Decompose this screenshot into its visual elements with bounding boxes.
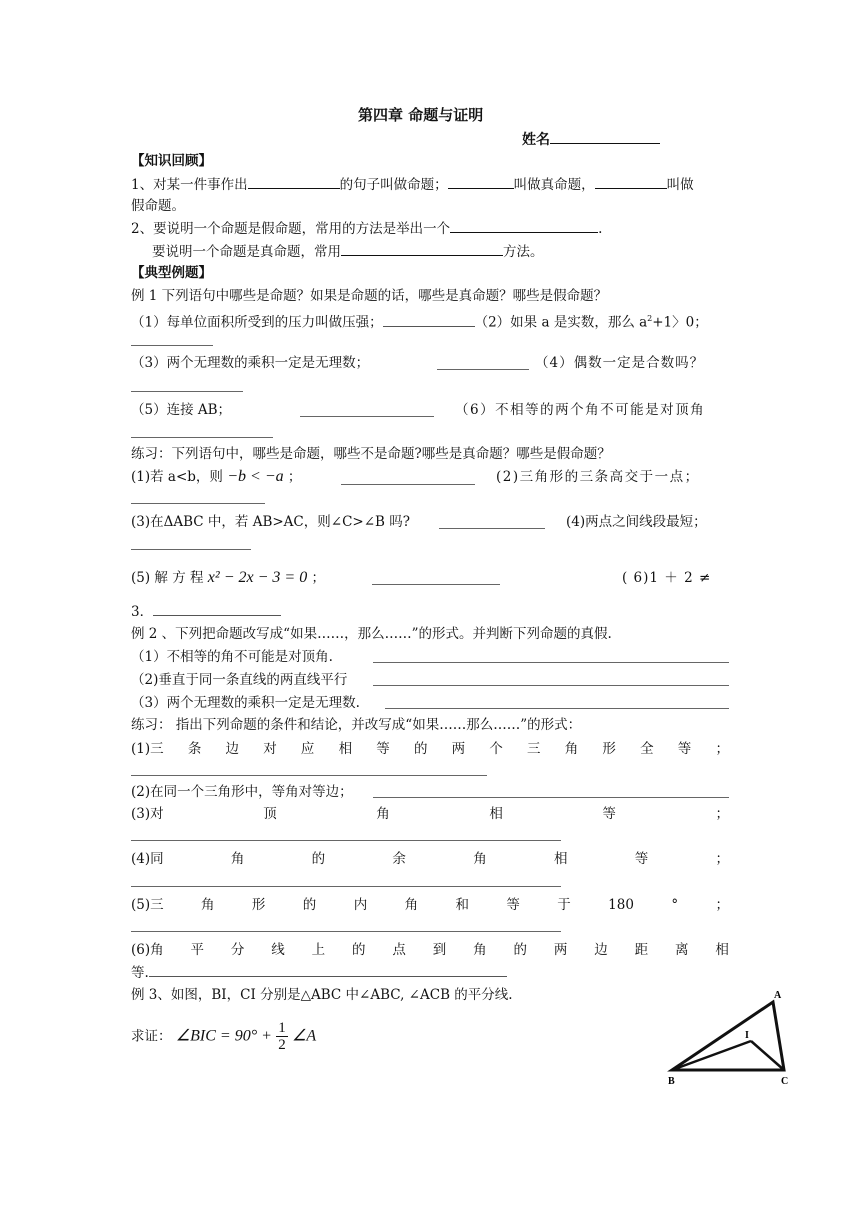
spaced-char: 等	[602, 806, 616, 822]
spaced-char: 和	[455, 897, 469, 913]
practice-1-prompt: 练习：下列语句中，哪些是命题，哪些不是命题?哪些是真命题？哪些是假命题？	[131, 446, 611, 462]
p2-blank-1[interactable]	[131, 775, 487, 776]
p2-item-2: (2)在同一个三角形中，等角对等边；	[131, 784, 353, 800]
p2-blank-5[interactable]	[131, 931, 561, 932]
spaced-char: (4)同	[131, 851, 164, 867]
p1-item-5-text: (5) 解 方 程	[131, 570, 204, 586]
p1-item-5-end: ；	[311, 570, 325, 586]
example-2-prompt: 例 2 、下列把命题改写成“如果……，那么……”的形式。并判断下列命题的真假.	[131, 626, 612, 642]
review-q1-line	[131, 175, 694, 194]
e2-blank-2[interactable]	[373, 685, 729, 686]
spaced-char: 上	[311, 942, 326, 958]
spaced-char: 等	[677, 741, 692, 757]
p2-blank-2[interactable]	[373, 797, 729, 798]
spaced-char: 应	[300, 741, 315, 757]
e1-item-4: （4）偶数一定是合数吗？	[535, 355, 705, 371]
p1-item-6-end: 3．	[131, 604, 154, 620]
q2-text-a: 2、要说明一个命题是假命题，常用的方法是举出一个	[131, 221, 451, 237]
p1-item-1	[131, 468, 301, 486]
triangle-abc	[672, 1002, 784, 1070]
p2-item-6	[131, 941, 729, 959]
p1-item-6-cont	[131, 602, 281, 621]
p1-item-5	[131, 569, 325, 587]
spaced-char: ；	[715, 851, 729, 867]
spaced-char: 角	[404, 897, 419, 913]
p1-item-6: ( 6)1 ＋ 2 ≠	[622, 570, 712, 586]
spaced-char: 余	[392, 851, 406, 867]
e2-item-2: （2)垂直于同一条直线的两直线平行	[131, 672, 348, 688]
label-c: C	[781, 1076, 789, 1087]
proof-fraction	[276, 1020, 288, 1053]
p1-blank-4[interactable]	[131, 549, 251, 550]
spaced-char: 形	[602, 741, 616, 757]
label-b: B	[668, 1076, 675, 1087]
name-field-row	[522, 130, 660, 149]
name-label: 姓名	[522, 132, 550, 148]
proof-statement	[131, 1020, 316, 1056]
e1-item-2-end: +1〉0；	[652, 314, 708, 331]
q1-blank-3[interactable]	[595, 175, 667, 189]
p1-blank-3[interactable]	[439, 528, 545, 529]
spaced-char: 相	[489, 806, 503, 822]
label-a: A	[774, 990, 782, 1001]
name-blank[interactable]	[550, 130, 660, 144]
proof-formula-b: ∠A	[292, 1027, 317, 1045]
spaced-char: (1)三	[131, 741, 164, 757]
spaced-char: ；	[715, 897, 729, 913]
p2-blank-4[interactable]	[131, 886, 561, 887]
spaced-char: 边	[225, 741, 239, 757]
section-review-heading: 【知识回顾】	[131, 153, 212, 169]
p1-blank-2[interactable]	[131, 503, 265, 504]
spaced-char: 分	[230, 942, 245, 958]
example-3-prompt: 例 3、如图，BI，CI 分别是△ABC 中∠ABC, ∠ACB 的平分线.	[131, 987, 513, 1003]
e2-item-3: （3）两个无理数的乘积一定是无理数.	[131, 695, 360, 711]
spaced-char: 等	[634, 851, 649, 867]
proof-formula-a: ∠BIC = 90° +	[175, 1027, 272, 1045]
e1-item-5: （5）连接 AB；	[131, 402, 232, 418]
label-i: I	[745, 1030, 749, 1041]
spaced-char: 相	[553, 851, 568, 867]
spaced-char: 全	[640, 741, 654, 757]
e1-blank-4[interactable]	[131, 391, 243, 392]
example-1-prompt: 例 1 下列语句中哪些是命题？如果是命题的话，哪些是真命题？哪些是假命题？	[131, 288, 608, 304]
p2-item-4	[131, 850, 729, 868]
spaced-char: 的	[311, 851, 326, 867]
p1-blank-6[interactable]	[153, 602, 281, 616]
p2-item-3	[131, 805, 729, 823]
spaced-char: 条	[187, 741, 202, 757]
review-q1-cont: 假命题。	[131, 198, 185, 214]
fraction-denominator: 2	[278, 1037, 286, 1053]
spaced-char: 角	[473, 942, 487, 958]
q1-blank-2[interactable]	[448, 175, 514, 189]
e1-blank-3[interactable]	[437, 369, 529, 370]
p1-item-5-math: x² − 2x − 3 = 0	[207, 569, 308, 586]
spaced-char: 线	[271, 942, 285, 958]
p1-item-1-math: −b < −a	[227, 468, 284, 485]
q3-blank[interactable]	[341, 242, 503, 256]
spaced-char: 到	[432, 942, 447, 958]
q1-blank-1[interactable]	[248, 175, 340, 189]
spaced-char: (3)对	[131, 806, 164, 822]
e1-item-1: （1）每单位面积所受到的压力叫做压强；	[131, 314, 383, 331]
spaced-char: 的	[352, 942, 366, 958]
e2-item-1: （1）不相等的角不可能是对顶角.	[131, 649, 333, 665]
spaced-char: 形	[251, 897, 266, 913]
spaced-char: 点	[392, 942, 406, 958]
q1-text-c: 叫做真命题，	[513, 177, 595, 193]
p2-item-1	[131, 740, 729, 758]
p1-blank-5[interactable]	[372, 584, 500, 585]
p1-item-3: (3)在ΔABC 中，若 AB>AC，则∠C>∠B 吗?	[131, 514, 410, 530]
spaced-char: ；	[715, 806, 729, 822]
spaced-char: 个	[489, 741, 503, 757]
e2-blank-3[interactable]	[385, 708, 729, 709]
review-q2-line	[131, 219, 602, 238]
e1-blank-1[interactable]	[383, 313, 475, 327]
e1-blank-6[interactable]	[131, 437, 273, 438]
p1-item-4: (4)两点之间线段最短；	[566, 514, 707, 530]
q2-text-b: .	[598, 221, 603, 237]
spaced-char: 的	[302, 897, 317, 913]
p2-item-6-end: 等.	[131, 965, 149, 981]
spaced-char: 角	[201, 897, 215, 913]
spaced-char: 角	[376, 806, 390, 822]
spaced-char: 边	[594, 942, 608, 958]
spaced-char: 角	[473, 851, 487, 867]
p2-item-6-cont	[131, 963, 507, 982]
triangle-figure	[660, 984, 800, 1090]
example-1-item-1-2	[131, 310, 708, 332]
spaced-char: 的	[513, 942, 527, 958]
p1-item-1-text: (1)若 a<b，则	[131, 469, 223, 485]
spaced-char: 的	[413, 741, 428, 757]
spaced-char: (6)角	[131, 942, 164, 958]
e1-item-3: （3）两个无理数的乘积一定是无理数；	[131, 355, 370, 371]
e2-blank-1[interactable]	[373, 662, 729, 663]
p2-item-5	[131, 896, 729, 914]
q1-text-d: 叫做	[666, 177, 694, 193]
spaced-char: 内	[353, 897, 368, 913]
p2-blank-3[interactable]	[131, 840, 561, 841]
spaced-char: 距	[634, 942, 649, 958]
p2-blank-6[interactable]	[149, 963, 507, 977]
spaced-char: (5)三	[131, 897, 164, 913]
spaced-char: ；	[715, 741, 729, 757]
spaced-char: 平	[190, 942, 204, 958]
q1-text-a: 1、对某一件事作出	[131, 177, 248, 193]
spaced-char: 等	[376, 741, 390, 757]
spaced-char: 相	[338, 741, 353, 757]
review-q3-line	[152, 242, 544, 261]
page-title: 第四章 命题与证明	[358, 106, 484, 124]
e1-blank-5[interactable]	[300, 416, 434, 417]
spaced-char: 角	[230, 851, 245, 867]
p1-blank-1[interactable]	[341, 484, 475, 485]
spaced-char: °	[671, 897, 679, 913]
q2-blank[interactable]	[450, 219, 598, 233]
spaced-char: 对	[263, 741, 277, 757]
proof-label: 求证：	[131, 1028, 172, 1045]
spaced-char: 相	[715, 942, 729, 958]
spaced-char: 180	[608, 897, 634, 913]
q3-text-a: 要说明一个命题是真命题，常用	[152, 244, 341, 260]
spaced-char: 角	[564, 741, 579, 757]
spaced-char: 两	[553, 942, 568, 958]
e1-item-2: （2）如果 a 是实数，那么 a	[474, 314, 648, 331]
practice-2-prompt: 练习： 指出下列命题的条件和结论，并改写成“如果……那么……”的形式：	[131, 717, 582, 733]
p1-item-1-end: ；	[287, 469, 302, 485]
spaced-char: 于	[557, 897, 571, 913]
e1-item-2-sup: 2	[647, 314, 653, 323]
q3-text-b: 方法。	[503, 244, 544, 260]
bisector-bi	[672, 1041, 751, 1070]
e1-blank-2[interactable]	[131, 345, 213, 346]
section-examples-heading: 【典型例题】	[131, 265, 212, 281]
spaced-char: 两	[451, 741, 466, 757]
fraction-numerator: 1	[278, 1020, 286, 1036]
spaced-char: 等	[506, 897, 520, 913]
spaced-char: 顶	[263, 806, 277, 822]
q1-text-b: 的句子叫做命题；	[339, 177, 448, 193]
e1-item-6: （6）不相等的两个角不可能是对顶角	[455, 402, 706, 418]
spaced-char: 离	[675, 942, 689, 958]
spaced-char: 三	[527, 741, 541, 757]
p1-item-2: (2)三角形的三条高交于一点；	[496, 469, 700, 485]
